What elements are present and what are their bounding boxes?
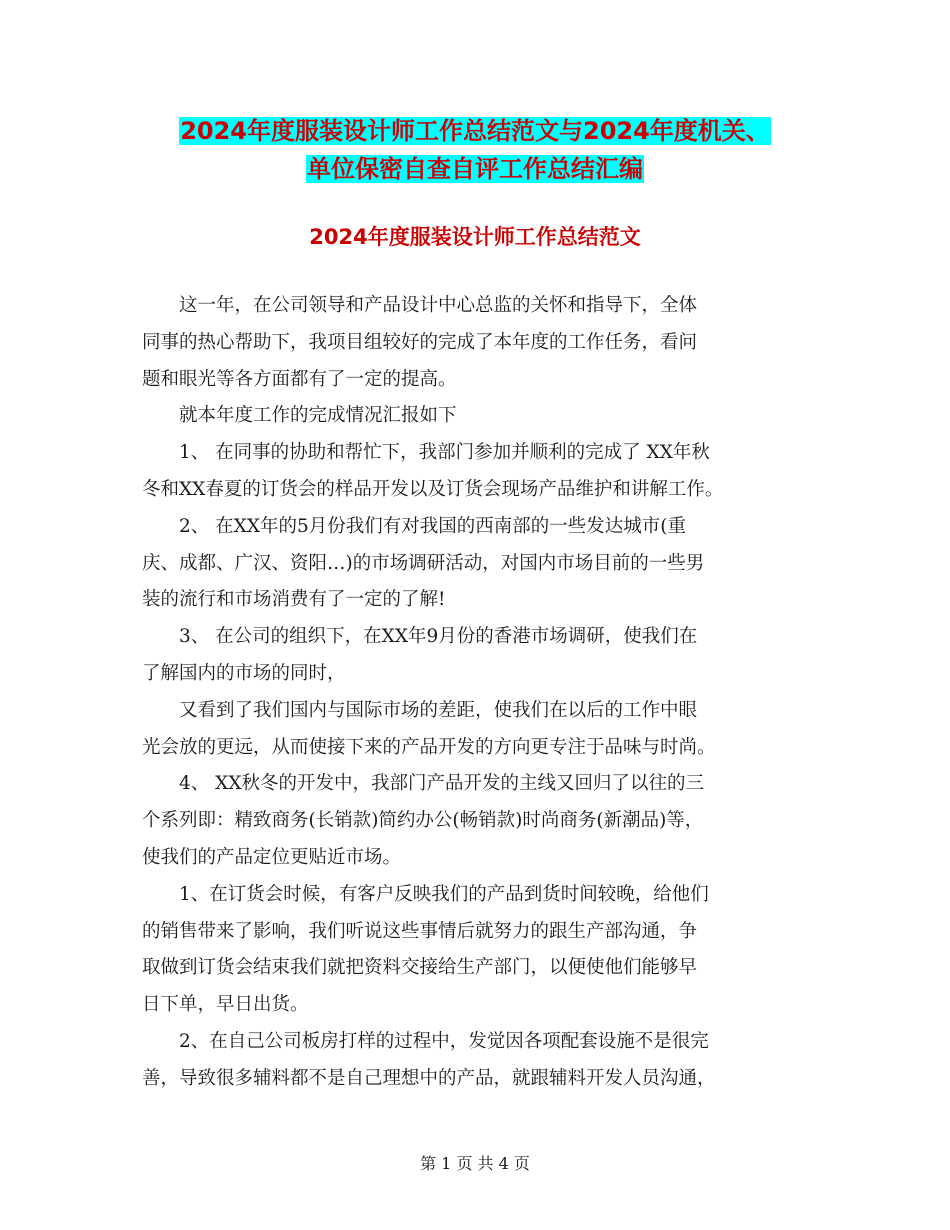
- document-title: [0, 112, 950, 188]
- body-line: 2、 在XX年的5月份我们有对我国的西南部的一些发达城市(重: [142, 515, 686, 537]
- body-line: 冬和XX春夏的订货会的样品开发以及订货会现场产品维护和讲解工作。: [142, 478, 724, 500]
- section-heading: 2024年度服装设计师工作总结范文: [309, 225, 641, 249]
- body-line: 2、在自己公司板房打样的过程中，发觉因各项配套设施不是很完: [142, 1030, 709, 1052]
- title-line-1: [0, 112, 950, 150]
- body-line: 个系列即：精致商务(长销款)简约办公(畅销款)时尚商务(新潮品)等，: [142, 810, 704, 832]
- page-footer: 第 1 页 共 4 页: [420, 1154, 530, 1173]
- body-line: 使我们的产品定位更贴近市场。: [142, 846, 402, 868]
- body-line: 题和眼光等各方面都有了一定的提高。: [142, 368, 457, 390]
- body-line: 了解国内的市场的同时，: [142, 662, 346, 684]
- body-line: 1、在订货会时候，有客户反映我们的产品到货时间较晚，给他们: [142, 883, 709, 905]
- body-line: 同事的热心帮助下，我项目组较好的完成了本年度的工作任务，看问: [142, 331, 698, 353]
- title-line-2: [0, 150, 950, 188]
- body-line: 日下单，早日出货。: [142, 994, 309, 1016]
- body-line: 取做到订货会结束我们就把资料交接给生产部门，以便使他们能够早: [142, 957, 698, 979]
- body-line: 光会放的更远，从而使接下来的产品开发的方向更专注于品味与时尚。: [142, 736, 716, 758]
- body-line: 庆、成都、广汉、资阳…)的市场调研活动，对国内市场目前的一些男: [142, 552, 705, 574]
- body-line: 善，导致很多辅料都不是自己理想中的产品，就跟辅料开发人员沟通，: [142, 1067, 716, 1089]
- body-line: 这一年，在公司领导和产品设计中心总监的关怀和指导下，全体: [142, 295, 698, 316]
- body-line: 就本年度工作的完成情况汇报如下: [142, 405, 457, 427]
- body-line: 装的流行和市场消费有了一定的了解!: [142, 589, 446, 611]
- document-body: [142, 288, 808, 1098]
- body-line: 4、 XX秋冬的开发中，我部门产品开发的主线又回归了以往的三: [142, 773, 704, 795]
- body-line: 3、 在公司的组织下，在XX年9月份的香港市场调研，使我们在: [142, 626, 698, 648]
- body-line: 又看到了我们国内与国际市场的差距，使我们在以后的工作中眼: [142, 699, 698, 721]
- title-line-2-text: 单位保密自查自评工作总结汇编: [307, 155, 643, 183]
- title-line-1-text: 2024年度服装设计师工作总结范文与2024年度机关、: [180, 117, 770, 145]
- body-line: 1、 在同事的协助和帮忙下，我部门参加并顺利的完成了 XX年秋: [142, 442, 710, 464]
- body-line: 的销售带来了影响，我们听说这些事情后就努力的跟生产部沟通，争: [142, 920, 698, 942]
